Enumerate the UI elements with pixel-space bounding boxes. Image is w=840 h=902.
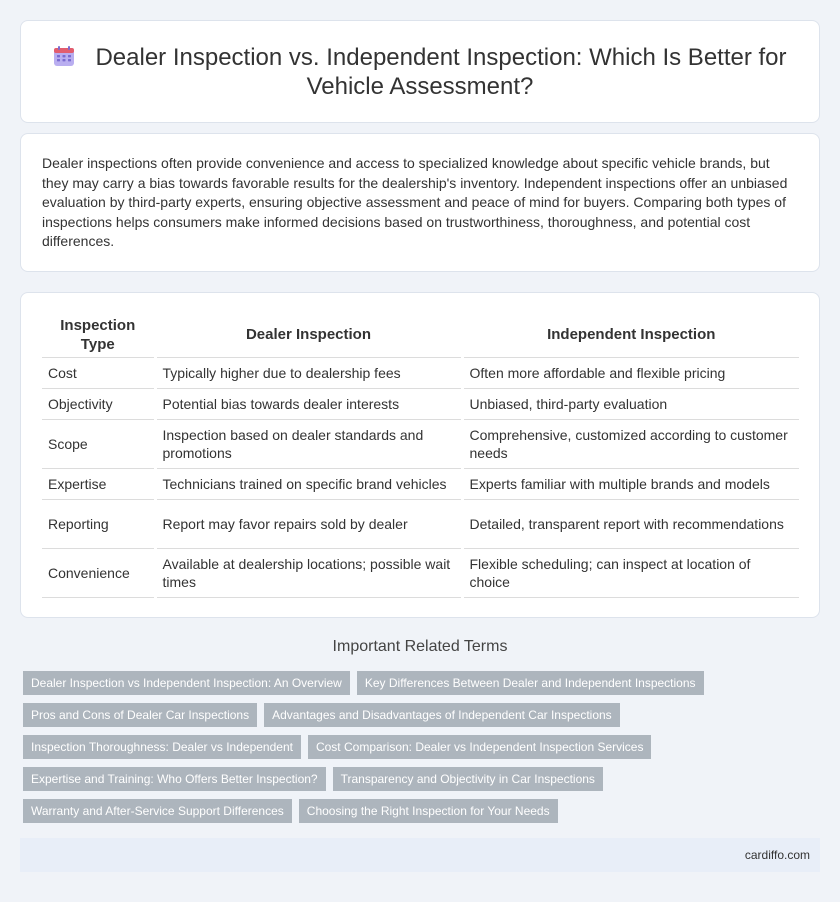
row-label: Scope bbox=[42, 419, 155, 468]
column-header-type: Inspection Type bbox=[42, 313, 155, 357]
table-row bbox=[42, 388, 799, 419]
dealer-cell: Available at dealership locations; possible wait times bbox=[155, 548, 462, 597]
summary-card bbox=[20, 133, 820, 272]
comparison-table bbox=[42, 313, 799, 598]
table-row bbox=[42, 548, 799, 597]
related-term-tag[interactable]: Warranty and After-Service Support Differences bbox=[23, 799, 292, 823]
related-term-tag[interactable]: Key Differences Between Dealer and Independent Inspections bbox=[357, 671, 704, 695]
independent-cell: Unbiased, third-party evaluation bbox=[462, 388, 799, 419]
related-term-tag[interactable]: Inspection Thoroughness: Dealer vs Independent bbox=[23, 735, 301, 759]
table-row bbox=[42, 468, 799, 499]
related-term-tag[interactable]: Transparency and Objectivity in Car Inspections bbox=[333, 767, 603, 791]
related-term-tag[interactable]: Choosing the Right Inspection for Your Needs bbox=[299, 799, 558, 823]
comparison-table-card bbox=[20, 292, 820, 618]
related-term-tag[interactable]: Cost Comparison: Dealer vs Independent Inspection Services bbox=[308, 735, 652, 759]
independent-cell: Comprehensive, customized according to customer needs bbox=[462, 419, 799, 468]
table-row bbox=[42, 419, 799, 468]
row-label: Objectivity bbox=[42, 388, 155, 419]
footer bbox=[20, 838, 820, 872]
page-title: Dealer Inspection vs. Independent Inspection: Which Is Better for Vehicle Assessment? bbox=[95, 44, 787, 100]
related-term-tag[interactable]: Dealer Inspection vs Independent Inspection: An Overview bbox=[23, 671, 350, 695]
dealer-cell: Technicians trained on specific brand vehicles bbox=[155, 468, 462, 499]
row-label: Convenience bbox=[42, 548, 155, 597]
table-header-row bbox=[42, 313, 799, 357]
column-header-independent: Independent Inspection bbox=[462, 313, 799, 357]
footer-site-link[interactable]: cardiffo.com bbox=[744, 848, 810, 862]
independent-cell: Detailed, transparent report with recommendations bbox=[462, 499, 799, 548]
related-terms-title: Important Related Terms bbox=[332, 638, 508, 655]
dealer-cell: Potential bias towards dealer interests bbox=[155, 388, 462, 419]
related-term-tag[interactable]: Expertise and Training: Who Offers Better Inspection? bbox=[23, 767, 326, 791]
independent-cell: Flexible scheduling; can inspect at location of choice bbox=[462, 548, 799, 597]
calendar-icon bbox=[53, 45, 75, 67]
related-term-tag[interactable]: Advantages and Disadvantages of Independent Car Inspections bbox=[264, 703, 620, 727]
header-card bbox=[20, 20, 820, 123]
independent-cell: Experts familiar with multiple brands and models bbox=[462, 468, 799, 499]
related-term-tag[interactable]: Pros and Cons of Dealer Car Inspections bbox=[23, 703, 257, 727]
page-title-block bbox=[51, 43, 789, 101]
table-row bbox=[42, 357, 799, 388]
row-label: Reporting bbox=[42, 499, 155, 548]
dealer-cell: Report may favor repairs sold by dealer bbox=[155, 499, 462, 548]
summary-text: Dealer inspections often provide convenience and access to specialized knowledge about specific vehicle brands, but they may carry a bias towards favorable results for the dealership's inventory. Independent inspections offer an unbiased evaluation by third-party experts, ensuring objective assessment and peace of mind for buyers. Comparing both types of inspections helps consumers make informed decisions based on trustworthiness, thoroughness, and potential cost differences. bbox=[42, 155, 788, 249]
row-label: Cost bbox=[42, 357, 155, 388]
row-label: Expertise bbox=[42, 468, 155, 499]
independent-cell: Often more affordable and flexible pricing bbox=[462, 357, 799, 388]
column-header-dealer: Dealer Inspection bbox=[155, 313, 462, 357]
dealer-cell: Typically higher due to dealership fees bbox=[155, 357, 462, 388]
dealer-cell: Inspection based on dealer standards and promotions bbox=[155, 419, 462, 468]
related-terms-list bbox=[23, 671, 763, 823]
table-row bbox=[42, 499, 799, 548]
